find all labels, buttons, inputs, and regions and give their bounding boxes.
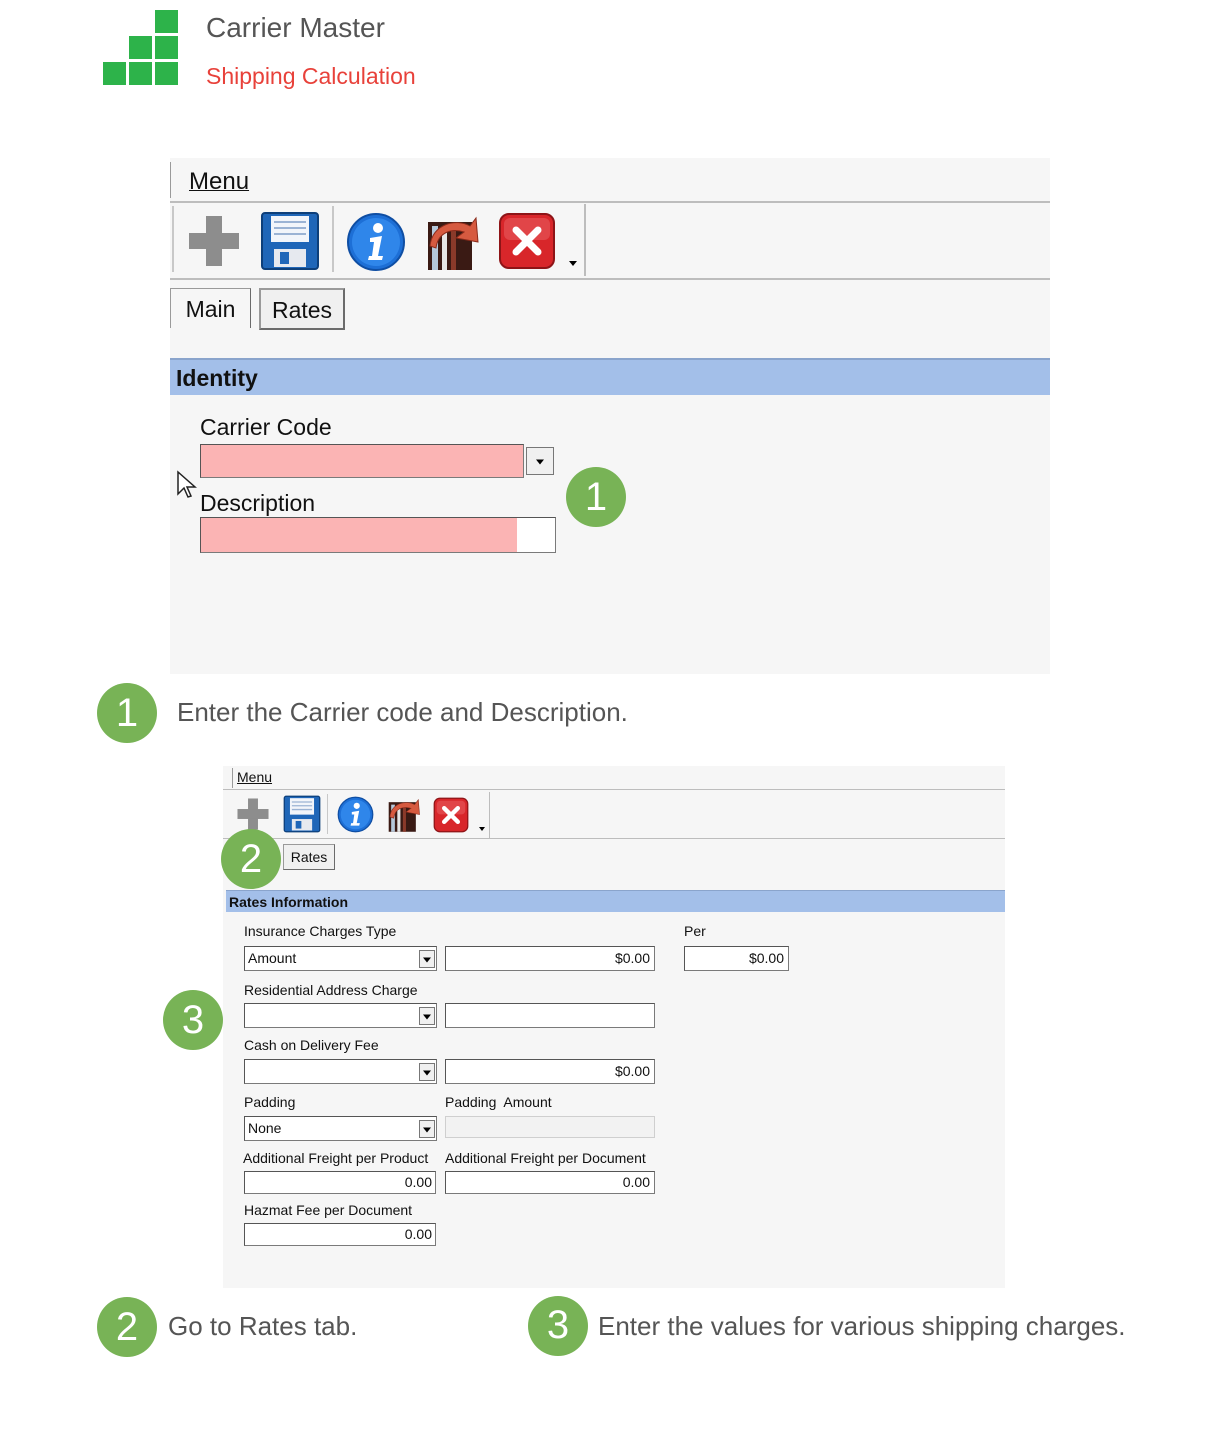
tab-rates-label: Rates xyxy=(271,297,333,323)
insurance-type-dropdown-button[interactable] xyxy=(419,950,435,968)
padding-amount-label: Padding Amount xyxy=(445,1094,552,1110)
rates-info-button[interactable] xyxy=(337,796,374,833)
hazmat-fee-label: Hazmat Fee per Document xyxy=(244,1202,413,1218)
cod-fee-dropdown[interactable] xyxy=(244,1059,437,1084)
per-label: Per xyxy=(684,923,706,939)
add-button[interactable] xyxy=(185,212,243,270)
close-icon xyxy=(433,797,469,833)
page-title: Carrier Master xyxy=(206,12,385,43)
cod-fee-dropdown-button[interactable] xyxy=(419,1063,435,1081)
insurance-type-dropdown[interactable]: Amount xyxy=(244,946,437,971)
insurance-amount-field[interactable]: $0.00 xyxy=(445,946,655,971)
insurance-type-label: Insurance Charges Type xyxy=(244,923,397,939)
save-icon xyxy=(260,211,320,271)
toolbar-overflow-icon[interactable] xyxy=(569,261,577,267)
rates-add-button[interactable] xyxy=(235,796,271,832)
residential-charge-amount-field[interactable] xyxy=(445,1003,655,1028)
close-button[interactable] xyxy=(498,212,556,270)
step-2-callout-badge: 2 xyxy=(221,829,281,889)
padding-amount-field[interactable] xyxy=(445,1116,655,1138)
rates-exit-button[interactable] xyxy=(385,796,422,833)
step-1-callout-badge: 1 xyxy=(566,467,626,527)
carrier-code-label: Carrier Code xyxy=(200,414,332,440)
rates-menu-label: Menu xyxy=(237,769,273,785)
add-freight-product-label: Additional Freight per Product xyxy=(243,1150,429,1166)
exit-button[interactable] xyxy=(422,212,482,272)
step-3-badge: 3 xyxy=(528,1296,588,1356)
add-freight-document-field[interactable]: 0.00 xyxy=(445,1171,655,1194)
info-button[interactable] xyxy=(346,212,406,272)
info-icon xyxy=(337,796,374,833)
cod-fee-label: Cash on Delivery Fee xyxy=(244,1037,379,1053)
description-label: Description xyxy=(200,490,316,516)
tab-rates[interactable] xyxy=(259,288,345,330)
step-2-badge: 2 xyxy=(97,1297,157,1357)
menu[interactable] xyxy=(189,168,249,196)
add-freight-document-label: Additional Freight per Document xyxy=(445,1150,646,1166)
padding-label: Padding xyxy=(244,1094,296,1110)
tab-rates-active[interactable] xyxy=(283,844,335,870)
step-1-text: Enter the Carrier code and Description. xyxy=(177,697,628,727)
residential-charge-label: Residential Address Charge xyxy=(244,982,418,998)
padding-dropdown[interactable]: None xyxy=(244,1116,437,1141)
tab-main[interactable] xyxy=(170,288,251,328)
section-identity-title: Identity xyxy=(176,365,258,391)
tab-rates-active-label: Rates xyxy=(290,849,328,865)
step-3-text: Enter the values for various shipping charges. xyxy=(598,1311,1126,1341)
plus-icon xyxy=(235,796,271,832)
residential-charge-dropdown[interactable] xyxy=(244,1003,437,1028)
section-rates-information-title: Rates Information xyxy=(229,894,349,910)
close-icon xyxy=(498,212,556,270)
info-icon xyxy=(346,212,406,272)
rates-menu[interactable] xyxy=(237,769,272,785)
hazmat-fee-field[interactable]: 0.00 xyxy=(244,1223,436,1246)
page-subtitle: Shipping Calculation xyxy=(206,63,416,89)
carrier-main-screenshot xyxy=(170,158,1050,674)
description-required-fill xyxy=(201,518,517,552)
rates-close-button[interactable] xyxy=(433,797,469,833)
exit-door-icon xyxy=(385,796,422,833)
residential-charge-dropdown-button[interactable] xyxy=(419,1007,435,1025)
save-icon xyxy=(283,795,321,833)
tab-main-label: Main xyxy=(185,296,236,322)
rates-save-button[interactable] xyxy=(283,795,321,833)
exit-door-icon xyxy=(422,212,482,272)
save-button[interactable] xyxy=(260,211,320,271)
carrier-rates-screenshot xyxy=(223,766,1005,1288)
section-rates-information xyxy=(226,890,1005,912)
description-field[interactable] xyxy=(200,517,556,553)
section-identity xyxy=(170,358,1050,395)
per-field[interactable]: $0.00 xyxy=(684,946,789,971)
rates-toolbar-overflow-icon[interactable] xyxy=(479,827,485,831)
padding-dropdown-button[interactable] xyxy=(419,1120,435,1138)
cod-fee-amount-field[interactable]: $0.00 xyxy=(445,1059,655,1084)
step-1-badge: 1 xyxy=(97,683,157,743)
menu-label: Menu xyxy=(189,168,250,195)
mouse-cursor-icon xyxy=(176,470,198,500)
step-3-callout-badge: 3 xyxy=(163,990,223,1050)
carrier-code-dropdown-button[interactable] xyxy=(526,447,554,475)
plus-icon xyxy=(185,212,243,270)
carrier-code-dropdown[interactable] xyxy=(200,444,524,478)
add-freight-product-field[interactable]: 0.00 xyxy=(244,1171,436,1194)
step-2-text: Go to Rates tab. xyxy=(168,1311,358,1341)
